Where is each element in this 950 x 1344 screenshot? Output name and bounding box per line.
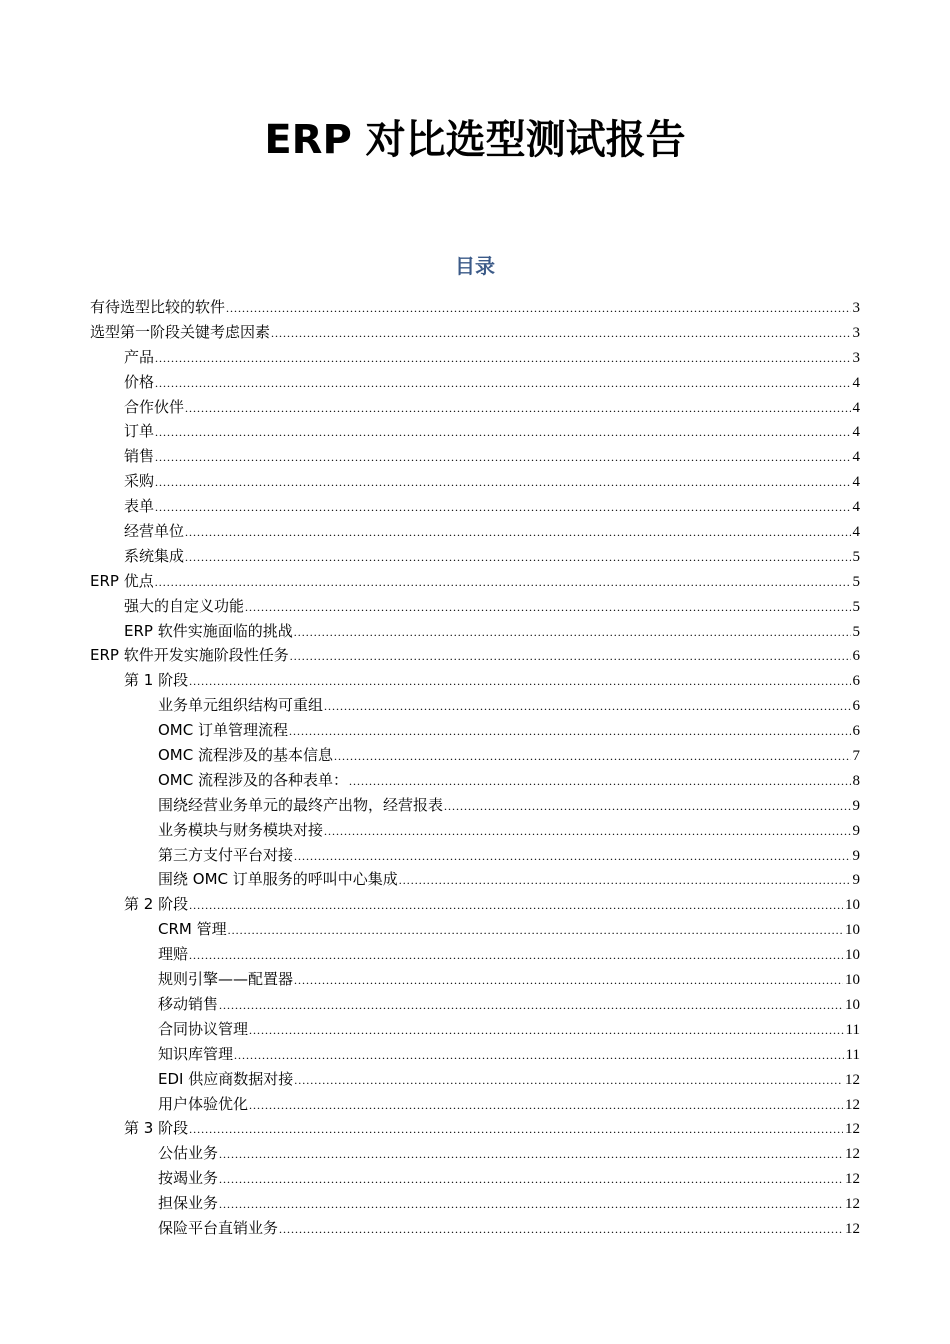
toc-entry-text: 担保业务 [158,1194,219,1213]
toc-entry[interactable] [90,1092,860,1117]
toc-dot-leader [399,868,851,893]
toc-dot-leader [219,1142,843,1167]
toc-entry[interactable] [90,1042,860,1067]
toc-entry-text: OMC 流程涉及的基本信息 [158,746,333,765]
toc-dot-leader [189,669,850,694]
toc-entry-page-number: 10 [845,972,860,989]
toc-entry[interactable] [90,594,860,619]
toc-entry-page-number: 4 [852,399,860,416]
table-of-contents [90,295,860,1241]
toc-entry-text: OMC 订单管理流程 [158,721,288,740]
toc-entry-page-number: 12 [845,1121,860,1138]
toc-entry-text: 第三方支付平台对接 [158,845,294,864]
toc-entry-page-number: 9 [852,822,860,839]
toc-entry-text: 价格 [124,372,155,391]
toc-entry[interactable] [90,544,860,569]
toc-dot-leader [155,371,850,396]
toc-entry[interactable] [90,992,860,1017]
toc-entry-text: 合同协议管理 [158,1019,249,1038]
toc-entry-page-number: 12 [845,1196,860,1213]
toc-entry[interactable] [90,370,860,395]
toc-entry-page-number: 4 [852,424,860,441]
toc-entry[interactable] [90,668,860,693]
toc-entry[interactable] [90,1141,860,1166]
toc-dot-leader [185,396,850,421]
toc-dot-leader [334,744,851,769]
toc-entry[interactable] [90,768,860,793]
toc-entry-text: 采购 [124,472,155,491]
toc-dot-leader [226,296,850,321]
toc-entry-text: EDI 供应商数据对接 [158,1069,294,1088]
toc-entry-text: 移动销售 [158,994,219,1013]
toc-dot-leader [245,595,850,620]
toc-dot-leader [185,520,850,545]
toc-entry[interactable] [90,1216,860,1241]
toc-dot-leader [228,918,843,943]
toc-entry[interactable] [90,444,860,469]
toc-entry[interactable] [90,320,860,345]
toc-entry-text: ERP 软件开发实施阶段性任务 [90,646,289,665]
toc-entry[interactable] [90,818,860,843]
toc-dot-leader [294,620,851,645]
toc-entry[interactable] [90,1067,860,1092]
toc-entry[interactable] [90,295,860,320]
toc-entry-page-number: 5 [852,623,860,640]
toc-entry-text: 第 1 阶段 [124,671,189,690]
toc-entry-page-number: 4 [852,499,860,516]
toc-dot-leader [155,570,851,595]
toc-dot-leader [155,420,850,445]
toc-entry-text: 产品 [124,347,155,366]
toc-entry[interactable] [90,1116,860,1141]
toc-dot-leader [185,545,850,570]
toc-entry-page-number: 5 [852,598,860,615]
toc-entry-text: 合作伙伴 [124,397,185,416]
toc-entry-text: 按竭业务 [158,1169,219,1188]
toc-dot-leader [189,943,843,968]
toc-entry-text: 规则引擎——配置器 [158,970,294,989]
toc-entry-page-number: 10 [845,922,860,939]
toc-entry[interactable] [90,942,860,967]
toc-entry[interactable] [90,867,860,892]
toc-entry-page-number: 12 [845,1096,860,1113]
toc-entry-text: OMC 流程涉及的各种表单： [158,770,348,789]
toc-dot-leader [444,794,850,819]
toc-entry[interactable] [90,1191,860,1216]
toc-dot-leader [294,844,850,869]
toc-entry[interactable] [90,643,860,668]
toc-entry-page-number: 4 [852,474,860,491]
toc-entry[interactable] [90,395,860,420]
toc-entry-text: 第 3 阶段 [124,1119,189,1138]
toc-dot-leader [271,321,850,346]
toc-dot-leader [155,346,850,371]
toc-dot-leader [279,1217,843,1242]
toc-entry-page-number: 7 [852,748,860,765]
toc-entry-text: 业务模块与财务模块对接 [158,820,324,839]
toc-entry-text: 业务单元组织结构可重组 [158,696,324,715]
toc-dot-leader [219,1192,843,1217]
toc-dot-leader [155,470,850,495]
toc-dot-leader [349,769,851,794]
toc-entry-text: 表单 [124,497,155,516]
toc-entry-page-number: 12 [845,1071,860,1088]
toc-entry[interactable] [90,693,860,718]
toc-entry-page-number: 12 [845,1171,860,1188]
toc-entry-text: 经营单位 [124,522,185,541]
toc-entry-text: 围绕 OMC 订单服务的呼叫中心集成 [158,870,398,889]
toc-entry[interactable] [90,793,860,818]
toc-entry-text: 强大的自定义功能 [124,596,245,615]
toc-entry[interactable] [90,469,860,494]
toc-entry-text: 保险平台直销业务 [158,1218,279,1237]
toc-dot-leader [324,819,850,844]
toc-entry[interactable] [90,569,860,594]
toc-dot-leader [294,968,843,993]
toc-entry[interactable] [90,1166,860,1191]
toc-entry-text: 用户体验优化 [158,1094,249,1113]
toc-entry-page-number: 6 [852,673,860,690]
toc-entry[interactable] [90,419,860,444]
toc-entry-text: 系统集成 [124,546,185,565]
toc-entry[interactable] [90,619,860,644]
toc-entry-page-number: 5 [852,548,860,565]
toc-entry-page-number: 9 [852,847,860,864]
toc-entry-text: ERP 软件实施面临的挑战 [124,621,293,640]
toc-entry[interactable] [90,345,860,370]
toc-entry-page-number: 11 [845,1046,860,1063]
toc-entry-page-number: 6 [852,698,860,715]
toc-entry-text: 公估业务 [158,1144,219,1163]
document-title: ERP 对比选型测试报告 [264,117,686,163]
toc-dot-leader [249,1093,843,1118]
toc-entry[interactable] [90,917,860,942]
toc-entry-page-number: 3 [852,324,860,341]
toc-heading: 目录 [455,254,495,278]
toc-entry[interactable] [90,1017,860,1042]
toc-dot-leader [155,495,850,520]
toc-entry-page-number: 12 [845,1220,860,1237]
toc-entry-page-number: 10 [845,996,860,1013]
toc-entry[interactable] [90,494,860,519]
toc-dot-leader [219,993,843,1018]
toc-entry-page-number: 4 [852,449,860,466]
toc-entry-page-number: 6 [852,723,860,740]
toc-entry-text: 销售 [124,447,155,466]
toc-entry-page-number: 4 [852,524,860,541]
toc-entry-page-number: 8 [852,772,860,789]
toc-entry-text: CRM 管理 [158,920,227,939]
toc-entry-page-number: 11 [845,1021,860,1038]
toc-entry-page-number: 3 [852,349,860,366]
toc-entry-page-number: 10 [845,947,860,964]
toc-dot-leader [289,719,851,744]
toc-dot-leader [294,1068,843,1093]
toc-entry-page-number: 6 [852,648,860,665]
toc-entry-text: 知识库管理 [158,1044,234,1063]
toc-entry-page-number: 9 [852,797,860,814]
toc-entry-text: 订单 [124,422,155,441]
toc-dot-leader [219,1167,843,1192]
toc-entry-page-number: 3 [852,300,860,316]
toc-entry-text: 第 2 阶段 [124,895,189,914]
toc-entry[interactable] [90,843,860,868]
toc-dot-leader [324,694,850,719]
toc-entry[interactable] [90,892,860,917]
toc-dot-leader [189,893,843,918]
toc-dot-leader [290,644,851,669]
toc-entry[interactable] [90,519,860,544]
toc-entry-text: 有待选型比较的软件 [90,298,226,316]
toc-dot-leader [189,1117,843,1142]
toc-entry-page-number: 5 [852,573,860,590]
toc-entry-page-number: 4 [852,374,860,391]
toc-entry-page-number: 9 [852,872,860,889]
toc-entry-text: 理赔 [158,945,189,964]
toc-entry-text: 选型第一阶段关键考虑因素 [90,322,271,341]
toc-entry-text: 围绕经营业务单元的最终产出物，经营报表 [158,795,444,814]
toc-entry[interactable] [90,743,860,768]
toc-dot-leader [249,1018,844,1043]
toc-entry-page-number: 12 [845,1146,860,1163]
toc-dot-leader [234,1043,844,1068]
toc-entry-page-number: 10 [845,897,860,914]
toc-entry[interactable] [90,718,860,743]
toc-entry-text: ERP 优点 [90,571,154,590]
toc-dot-leader [155,445,850,470]
toc-entry[interactable] [90,967,860,992]
